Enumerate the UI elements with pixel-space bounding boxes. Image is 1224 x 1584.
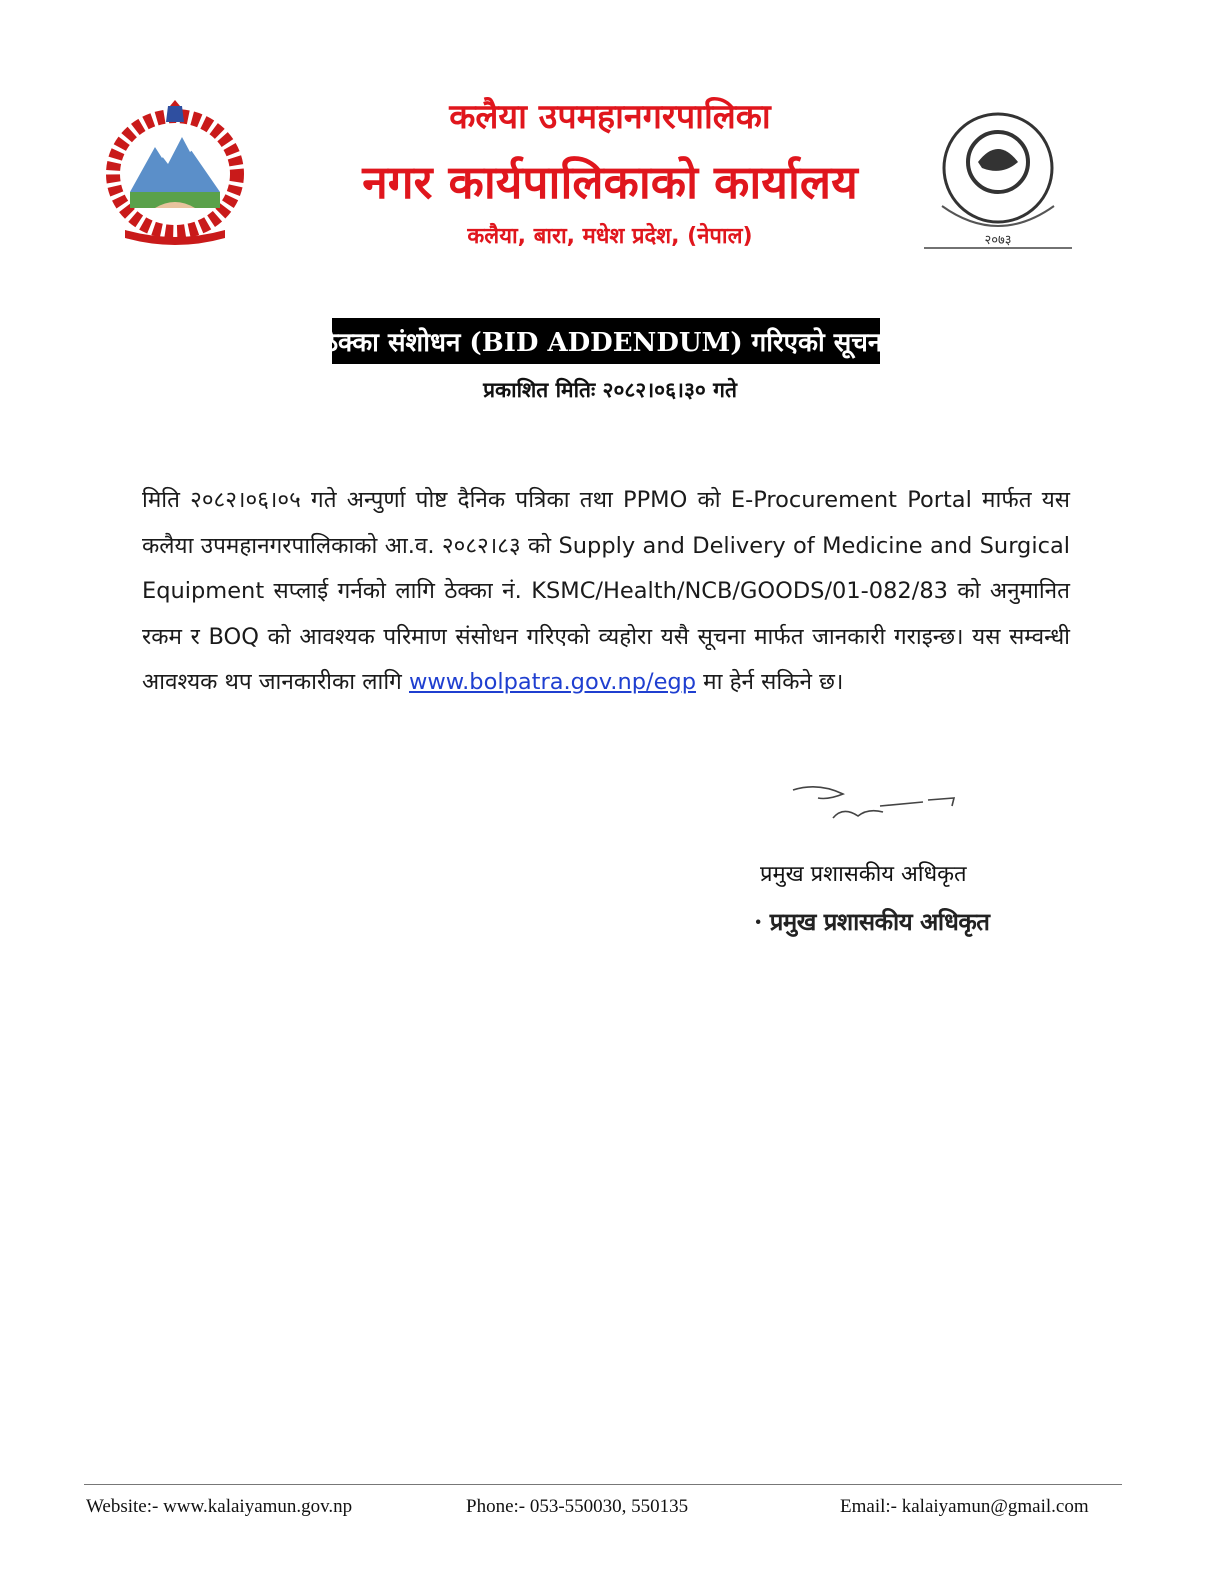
signatory-title: प्रमुख प्रशासकीय अधिकृत — [760, 862, 967, 887]
handwritten-signature — [788, 778, 958, 828]
body-text-before-link: मिति २०८२।०६।०५ गते अन्पुर्णा पोष्ट दैनिक पत्रिका तथा PPMO को E-Procurement Portal मार्फत यस कलैया उपमहानगरपालिकाको आ.व. २०८२।८३ को Supply and Delivery of Medicine and Surgical Equipment सप्लाई गर्नको लागि ठेक्का नं. KSMC/Health/NCB/GOODS/01-082/83 को अनुमानित रकम र BOQ को आवश्यक परिमाण संसोधन गरिएको व्यहोरा यसै सूचना मार्फत जानकारी गराइन्छ। यस सम्वन्धी आवश्यक थप जानकारीका लागि — [142, 487, 1070, 695]
footer-divider — [84, 1484, 1122, 1485]
office-address: कलैया, बारा, मधेश प्रदेश, (नेपाल) — [467, 224, 753, 249]
footer-website: Website:- www.kalaiyamun.gov.np — [86, 1496, 353, 1517]
notice-body — [142, 478, 1070, 706]
notice-title: ठेक्का संशोधन (BID ADDENDUM) गरिएको सूचना — [332, 318, 880, 364]
bolpatra-link[interactable]: www.bolpatra.gov.np/egp — [409, 669, 696, 695]
footer-phone: Phone:- 053-550030, 550135 — [466, 1496, 689, 1517]
seal-year: २०७३ — [984, 233, 1012, 248]
body-text-after-link: मा हेर्न सकिने छ। — [695, 669, 844, 695]
published-date: प्रकाशित मितिः २०८२।०६।३० गते — [483, 378, 737, 402]
footer-email: Email:- kalaiyamun@gmail.com — [840, 1496, 1089, 1517]
office-name: नगर कार्यपालिकाको कार्यालय — [362, 155, 858, 209]
nepal-emblem-logo — [100, 92, 250, 252]
signatory-stamp: · प्रमुख प्रशासकीय अधिकृत — [754, 907, 990, 936]
org-name: कलैया उपमहानगरपालिका — [449, 97, 771, 137]
